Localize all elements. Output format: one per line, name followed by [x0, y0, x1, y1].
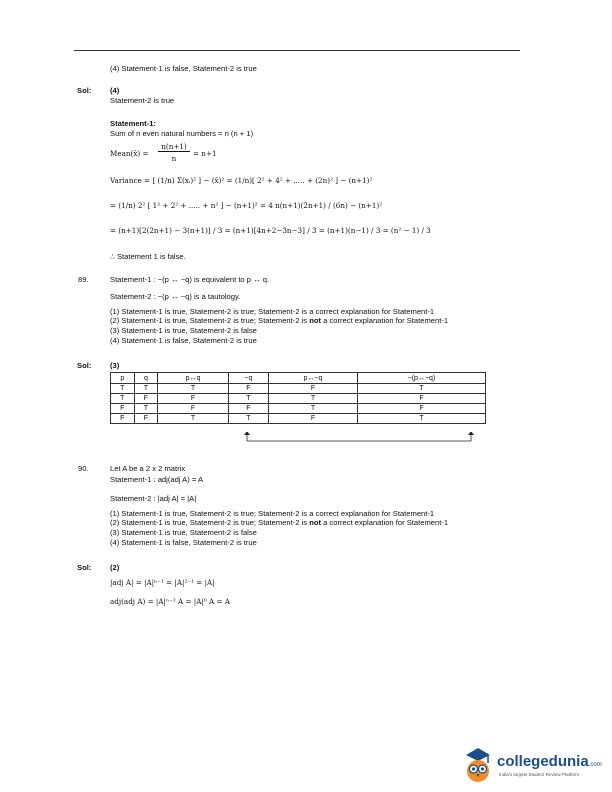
column-header: p↔~q — [269, 373, 358, 384]
table-cell: F — [357, 404, 485, 414]
statement-2: Statement-2 : ~(p ↔ ~q) is a tautology. — [110, 292, 241, 301]
table-cell: F — [111, 414, 135, 424]
brand-name: collegedunia — [497, 753, 589, 770]
question-number: 90. — [78, 464, 89, 473]
sol-label: Sol: — [77, 563, 92, 572]
equivalence-arrow — [235, 432, 475, 446]
table-cell: F — [269, 384, 358, 394]
sol-line: adj(adj A) = |A|ⁿ⁻² A = |A|⁰ A = A — [110, 597, 230, 606]
table-cell: T — [134, 404, 158, 414]
table-cell: F — [134, 414, 158, 424]
option-3: (3) Statement-1 is true, Statement-2 is false — [110, 326, 257, 335]
mean-rhs: = n+1 — [193, 149, 217, 158]
table-cell: T — [228, 394, 268, 404]
statement-1: Statement-1 : adj(adj A) = A — [110, 475, 204, 484]
table-row — [111, 394, 486, 404]
option-1: (1) Statement-1 is true, Statement-2 is true; Statement-2 is a correct explanation for Statement-1 — [110, 509, 435, 518]
statement-heading: Statement-1: — [110, 119, 156, 128]
column-header: p↔q — [158, 373, 229, 384]
column-header: p — [111, 373, 135, 384]
table-row — [111, 404, 486, 414]
table-cell: F — [228, 384, 268, 394]
statement-2: Statement-2 : |adj A| = |A| — [110, 494, 197, 503]
column-header: q — [134, 373, 158, 384]
variance-line-2: = (1/n) 2² [ 1² + 2² + ..... + n² ] − (n+1)² = 4 n(n+1)(2n+1) / (6n) − (n+1)² — [110, 201, 383, 210]
table-cell: T — [357, 384, 485, 394]
table-cell: F — [134, 394, 158, 404]
conclusion: ∴ Statement 1 is false. — [110, 252, 186, 261]
question-number: 89. — [78, 275, 89, 284]
table-header-row — [111, 373, 486, 384]
variance-line-1: Variance = [ (1/n) Σ(xᵢ)² ] − (x̄)² = (1/n)[ 2² + 4² + ..... + (2n)² ] − (n+1)² — [110, 176, 373, 185]
option-2: (2) Statement-1 is true, Statement-2 is true; Statement-2 is not a correct explanation for Statement-1 — [110, 518, 449, 527]
table-row — [111, 384, 486, 394]
table-cell: T — [111, 394, 135, 404]
table-cell: T — [228, 414, 268, 424]
sol-line: Statement-2 is true — [110, 96, 175, 105]
table-cell: F — [158, 404, 229, 414]
option-1: (1) Statement-1 is true, Statement-2 is true; Statement-2 is a correct explanation for Statement-1 — [110, 307, 435, 316]
table-row — [111, 414, 486, 424]
table-cell: T — [134, 384, 158, 394]
option-4: (4) Statement-1 is false, Statement-2 is true — [110, 336, 257, 345]
sol-label: Sol: — [77, 86, 92, 95]
option-4: (4) Statement-1 is false, Statement-2 is true — [110, 538, 257, 547]
table-cell: T — [269, 394, 358, 404]
variance-line-3: = (n+1)[2(2n+1) − 3(n+1)] / 3 = (n+1)[4n+2−3n−3] / 3 = (n+1)(n−1) / 3 = (n² − 1) / 3 — [110, 226, 431, 235]
sol-answer: (3) — [110, 361, 120, 370]
sol-answer: (4) — [110, 86, 120, 95]
table-cell: T — [158, 384, 229, 394]
owl-mascot-icon — [462, 745, 494, 783]
table-cell: F — [158, 394, 229, 404]
mean-lhs: Mean(x̄) = — [110, 149, 149, 158]
statement-1: Statement-1 : ~(p ↔ ~q) is equivalent to p ↔ q. — [110, 275, 270, 284]
option-2: (2) Statement-1 is true, Statement-2 is true; Statement-2 is not a correct explanation for Statement-1 — [110, 316, 449, 325]
prev-option-4: (4) Statement-1 is false, Statement-2 is true — [110, 64, 257, 73]
option-3: (3) Statement-1 is true, Statement-2 is false — [110, 528, 257, 537]
brand-logo — [462, 745, 612, 785]
header-rule — [74, 50, 520, 51]
table-cell: F — [357, 394, 485, 404]
table-cell: F — [228, 404, 268, 414]
brand-tld: .com — [588, 762, 602, 768]
mean-numerator: n(n+1) — [158, 142, 190, 152]
table-cell: F — [269, 414, 358, 424]
sol-line: |adj A| = |A|ⁿ⁻¹ = |A|²⁻¹ = |A| — [110, 578, 215, 587]
question-intro: Let A be a 2 x 2 matrix — [110, 464, 186, 473]
sol-label: Sol: — [77, 361, 92, 370]
column-header: ~(p↔~q) — [357, 373, 485, 384]
table-cell: T — [357, 414, 485, 424]
sol-line: Sum of n even natural numbers = n (n + 1) — [110, 129, 254, 138]
mean-denominator: n — [171, 154, 177, 163]
table-cell: T — [269, 404, 358, 414]
table-cell: F — [111, 404, 135, 414]
table-cell: T — [158, 414, 229, 424]
truth-table — [110, 372, 486, 424]
sol-answer: (2) — [110, 563, 120, 572]
table-cell: T — [111, 384, 135, 394]
brand-tagline: India's largest Student Review Platform — [499, 772, 580, 777]
column-header: ~q — [228, 373, 268, 384]
